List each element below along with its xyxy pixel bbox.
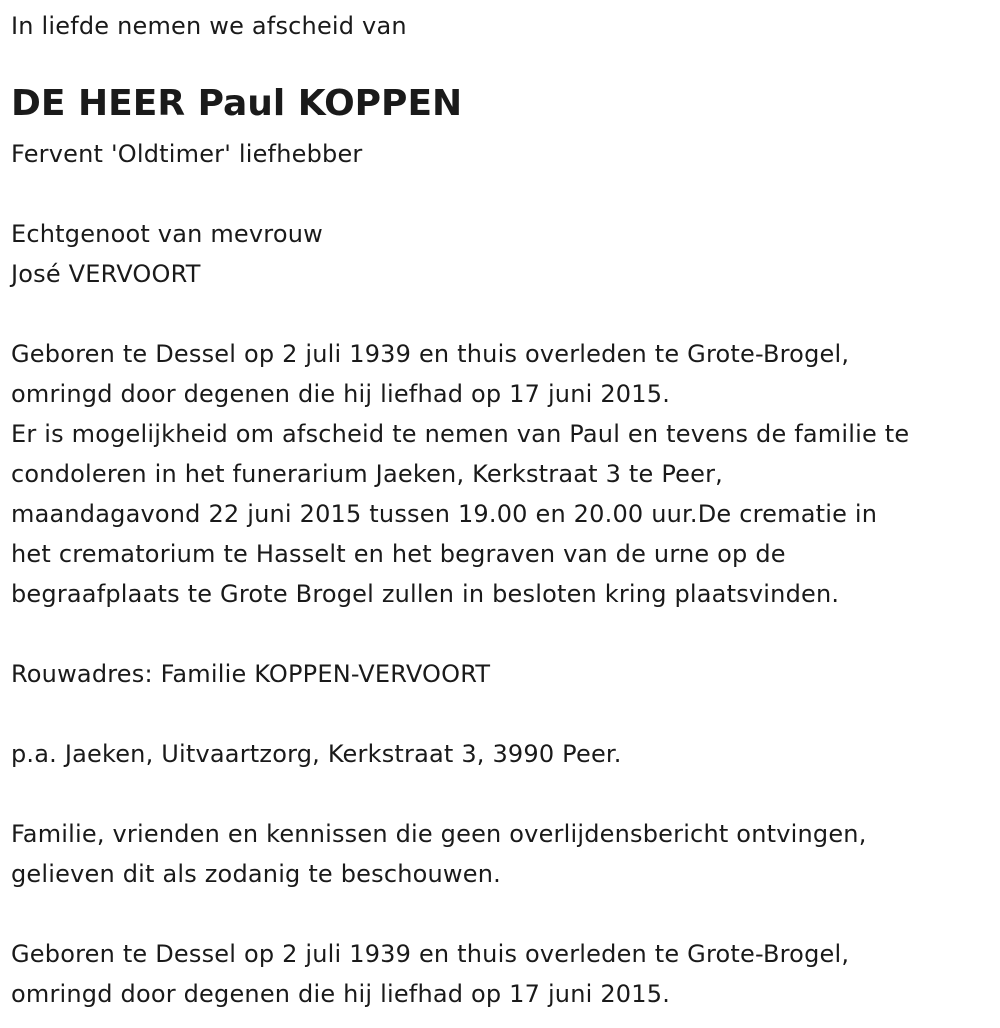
mourning-address-block xyxy=(11,654,490,694)
notice-line: gelieven dit als zodanig te beschouwen. xyxy=(11,860,501,888)
body-line: maandagavond 22 juni 2015 tussen 19.00 en 20.00 uur.De crematie in xyxy=(11,500,878,528)
repeat-line: Geboren te Dessel op 2 juli 1939 en thuis overleden te Grote-Brogel, xyxy=(11,940,850,968)
spouse-line-1: Echtgenoot van mevrouw xyxy=(11,220,323,248)
body-line: Er is mogelijkheid om afscheid te nemen van Paul en tevens de familie te xyxy=(11,420,910,448)
body-line: condoleren in het funerarium Jaeken, Kerkstraat 3 te Peer, xyxy=(11,460,723,488)
body-paragraph xyxy=(11,334,909,614)
repeat-line: omringd door degenen die hij liefhad op 17 juni 2015. xyxy=(11,980,671,1008)
body-line: omringd door degenen die hij liefhad op 17 juni 2015. xyxy=(11,380,671,408)
care-of-address: p.a. Jaeken, Uitvaartzorg, Kerkstraat 3, 3990 Peer. xyxy=(11,740,622,768)
mourning-address: Rouwadres: Familie KOPPEN-VERVOORT xyxy=(11,660,491,688)
repeat-paragraph xyxy=(11,934,849,1014)
care-of-block xyxy=(11,734,622,774)
deceased-subtitle: Fervent 'Oldtimer' liefhebber xyxy=(11,140,363,168)
body-line: begraafplaats te Grote Brogel zullen in besloten kring plaatsvinden. xyxy=(11,580,840,608)
intro-text: In liefde nemen we afscheid van xyxy=(11,12,407,40)
notice-paragraph xyxy=(11,814,867,894)
deceased-name: DE HEER Paul KOPPEN xyxy=(11,83,463,124)
body-line: Geboren te Dessel op 2 juli 1939 en thuis overleden te Grote-Brogel, xyxy=(11,340,850,368)
spouse-block xyxy=(11,214,323,294)
spouse-line-2: José VERVOORT xyxy=(11,260,201,288)
notice-line: Familie, vrienden en kennissen die geen overlijdensbericht ontvingen, xyxy=(11,820,867,848)
body-line: het crematorium te Hasselt en het begraven van de urne op de xyxy=(11,540,786,568)
